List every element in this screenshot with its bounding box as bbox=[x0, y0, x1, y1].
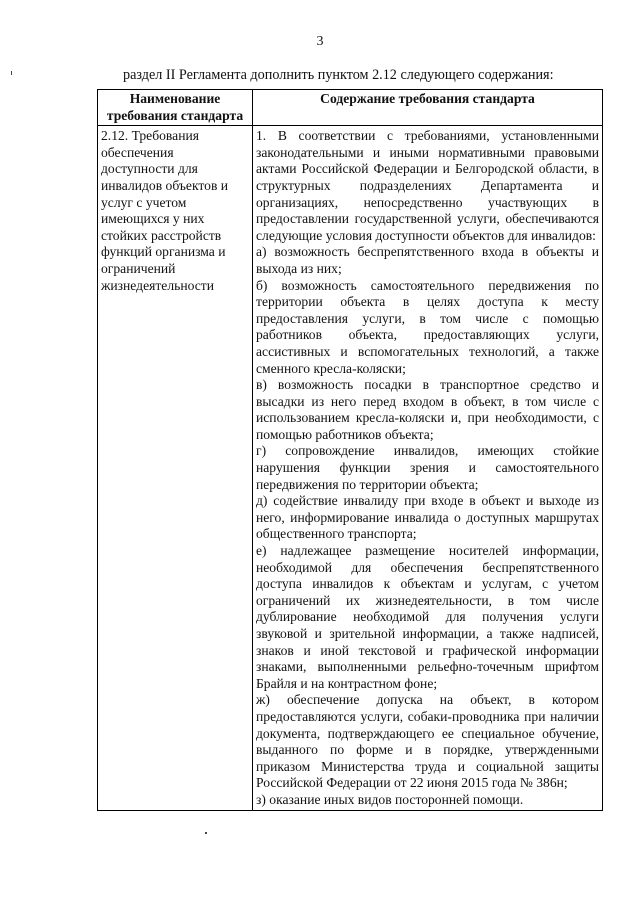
item-zh: ж) обеспечение допуска на объект, в котором предоставляются услуги, собаки-проводника при наличии документа, подтверждающего ее специальное обучение, выданного по форме и в порядке, утвержденными приказом Министерства труда и социальной защиты Российской Федерации от 22 июня 2015 года № 386н; bbox=[256, 692, 599, 791]
scan-mark-left bbox=[11, 71, 12, 75]
scan-mark-dot bbox=[205, 832, 207, 834]
table-row bbox=[98, 126, 603, 810]
requirement-name-cell: 2.12. Требования обеспечения доступности для инвалидов объектов и услуг с учетом имеющихся у них стойких расстройств функций организма и ограничений жизнедеятельности bbox=[98, 126, 253, 810]
item-b: б) возможность самостоятельного передвижения по территории объекта в целях доступа к месту предоставления услуги, в том числе с помощью работников объекта, предоставляющих услуги, ассистивных и вспомогательных технологий, а также сменного кресла-коляски; bbox=[256, 277, 599, 376]
item-g: г) сопровождение инвалидов, имеющих стойкие нарушения функции зрения и самостоятельного передвижения по территории объекта; bbox=[256, 443, 599, 492]
item-d: д) содействие инвалиду при входе в объект и выходе из него, информирование инвалида о доступных маршрутах общественного транспорта; bbox=[256, 493, 599, 542]
item-e: е) надлежащее размещение носителей информации, необходимой для обеспечения беспрепятственного доступа инвалидов к объектам и услугам, с учетом ограничений их жизнедеятельности, в том числе дублирование необходимой для получения услуги звуковой и зрительной информации, а также надписей, знаков и иной текстовой и графической информации знаками, выполненными рельефно-точечным шрифтом Брайля и на контрастном фоне; bbox=[256, 543, 599, 691]
item-v: в) возможность посадки в транспортное средство и высадки из него перед входом в объект, в том числе с использованием кресла-коляски и, при необходимости, с помощью работников объекта; bbox=[256, 377, 599, 442]
paragraph-intro: 1. В соответствии с требованиями, установленными законодательными и иными нормативными правовыми актами Российской Федерации и Белгородской области, в структурных подразделениях Департамента и организациях, непосредственно участвующих в предоставлении государственной услуги, обеспечиваются следующие условия доступности объектов для инвалидов: bbox=[256, 128, 599, 243]
requirements-table bbox=[97, 89, 603, 811]
item-z: з) оказание иных видов посторонней помощи. bbox=[256, 791, 524, 807]
item-a: а) возможность беспрепятственного входа в объекты и выхода из них; bbox=[256, 244, 599, 276]
table-header-row bbox=[98, 90, 603, 126]
requirement-content-cell bbox=[253, 126, 603, 810]
header-requirement-name: Наименование требования стандарта bbox=[98, 90, 253, 126]
intro-text: раздел II Регламента дополнить пунктом 2.12 следующего содержания: bbox=[123, 67, 554, 83]
page-number: 3 bbox=[316, 34, 324, 49]
header-requirement-content: Содержание требования стандарта bbox=[253, 90, 603, 126]
